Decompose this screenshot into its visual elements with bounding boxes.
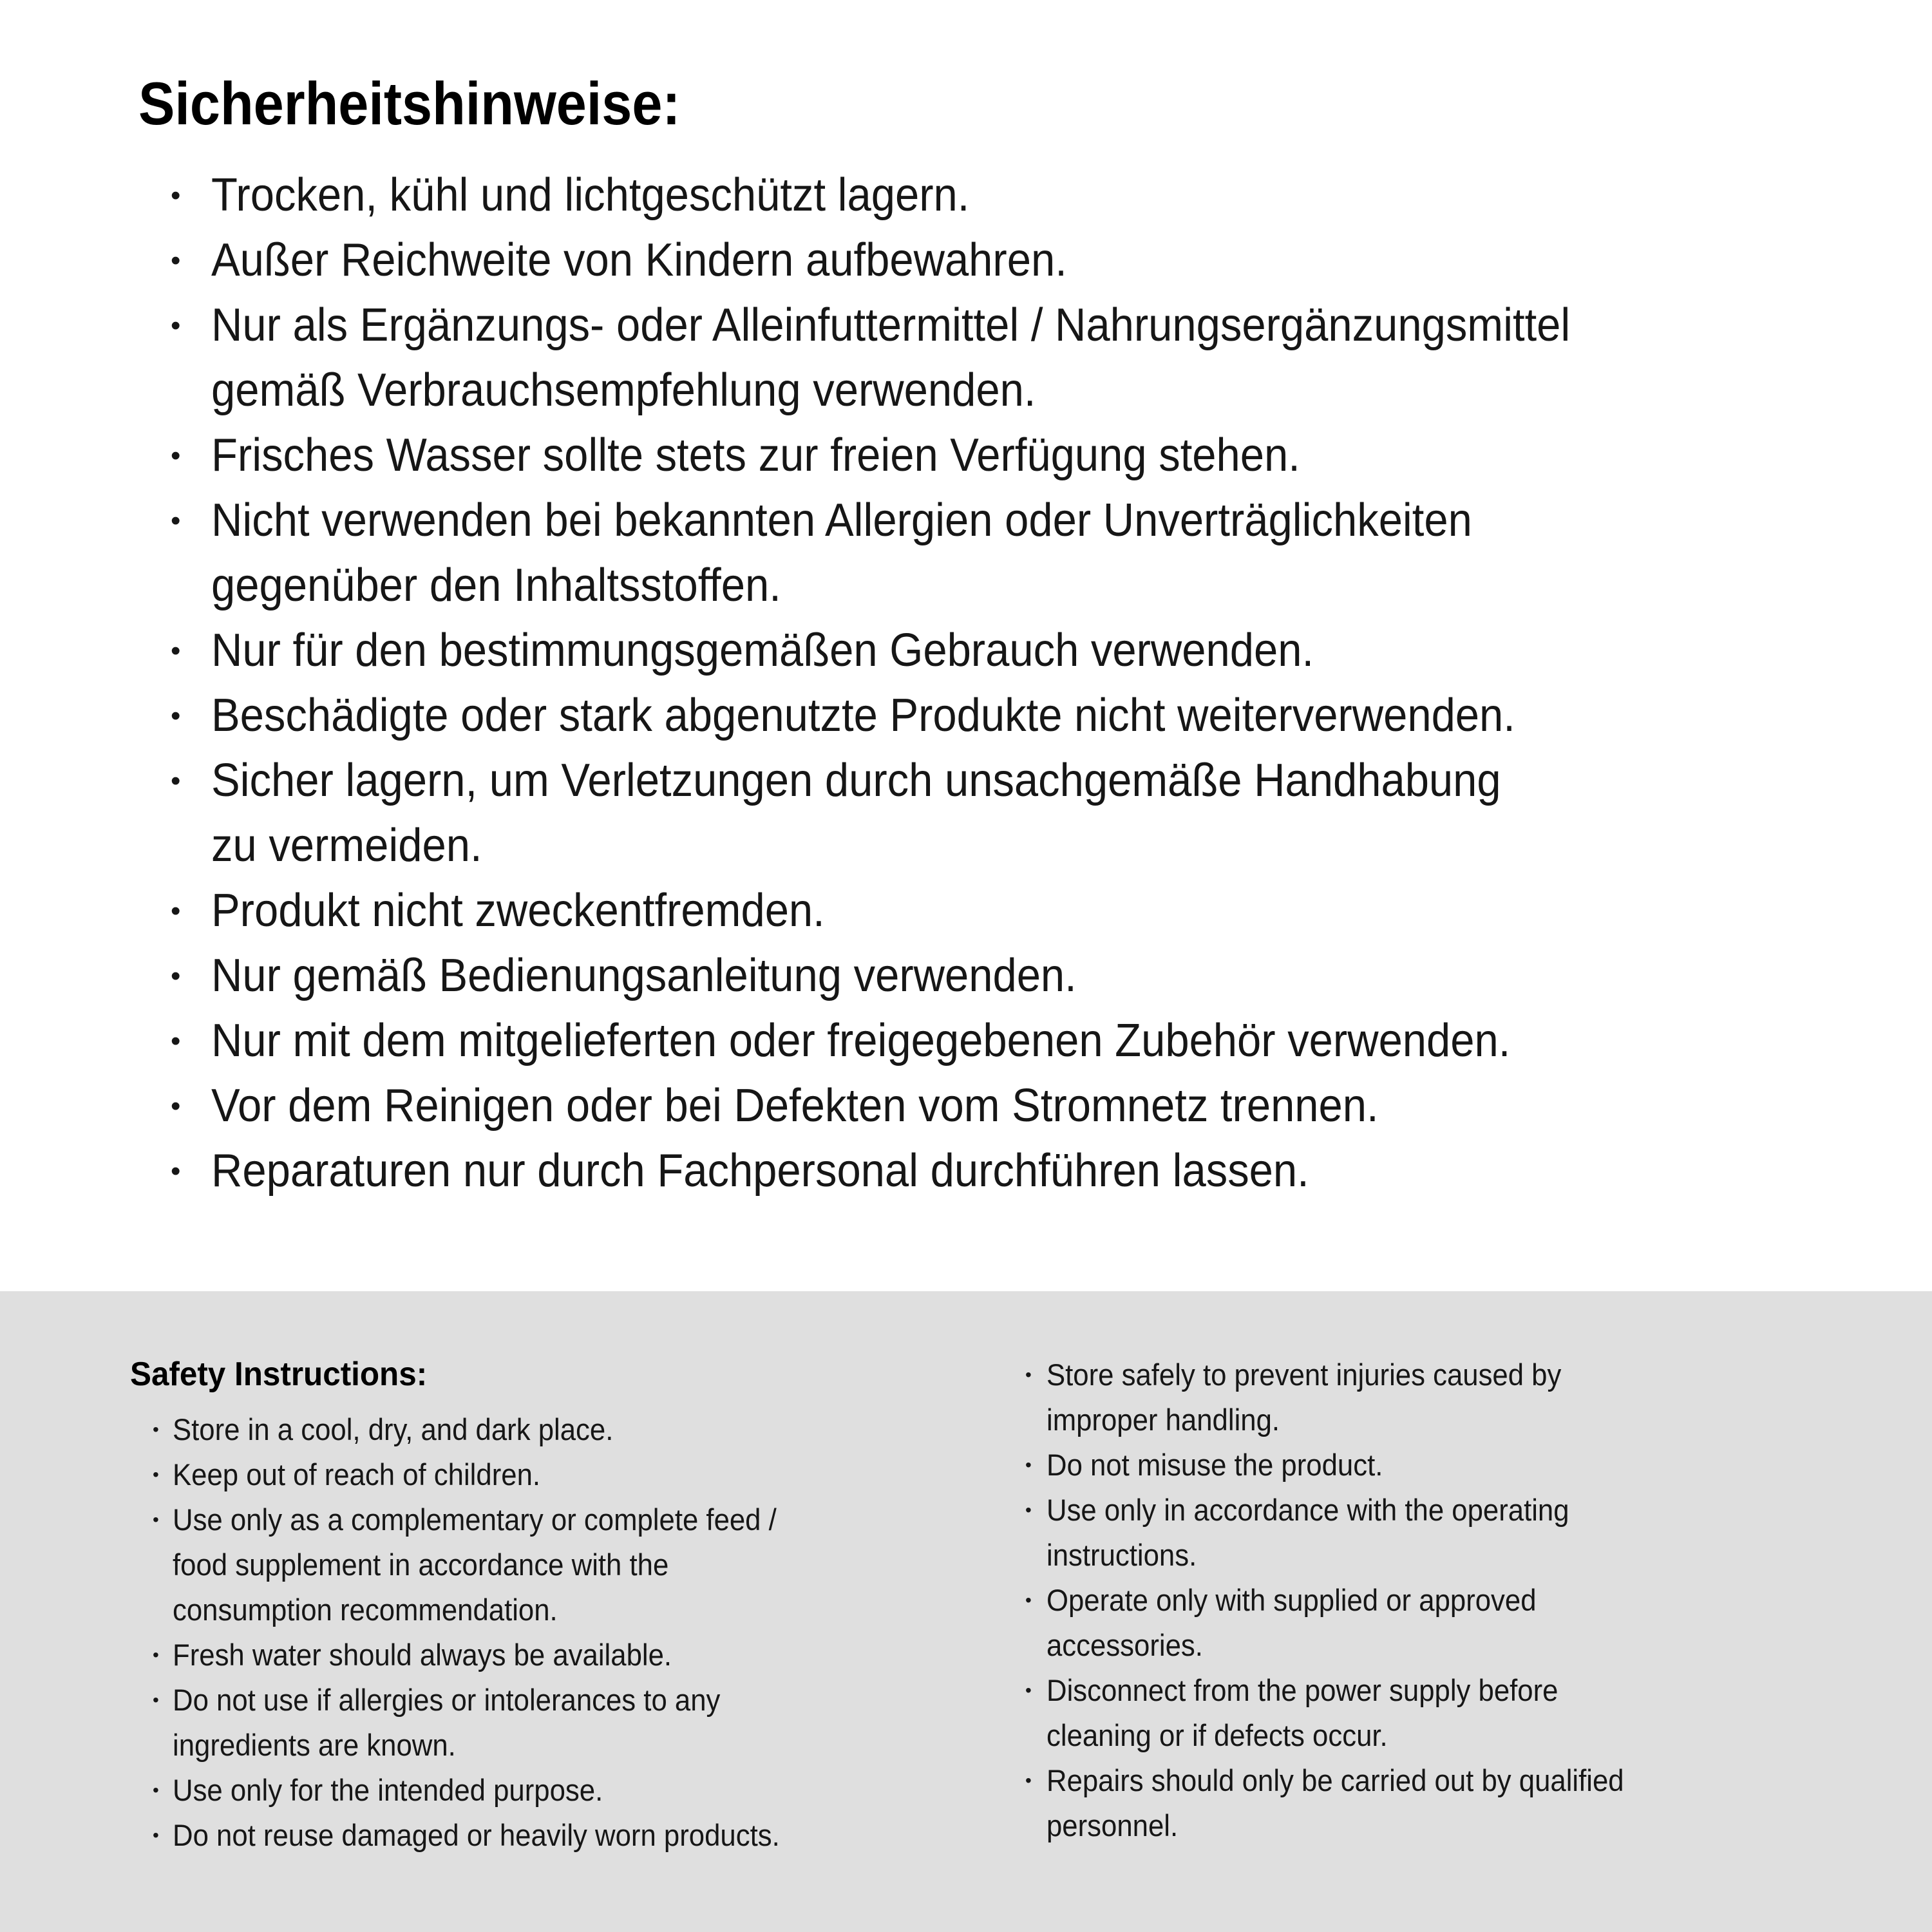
list-item xyxy=(1025,1758,1667,1848)
bullet-icon: • xyxy=(171,960,181,992)
bullet-icon: • xyxy=(171,310,181,341)
english-right-column xyxy=(1025,1352,1667,1848)
list-item xyxy=(171,1074,1672,1139)
list-item xyxy=(153,1497,826,1633)
bullet-icon: • xyxy=(1025,1365,1032,1385)
list-item-text: ingredients are known. xyxy=(173,1728,456,1762)
bullet-icon: • xyxy=(153,1510,159,1530)
list-item xyxy=(171,1009,1672,1074)
list-item xyxy=(1025,1488,1667,1578)
list-item-text: Vor dem Reinigen oder bei Defekten vom Stromnetz trennen. xyxy=(211,1080,1379,1132)
german-list xyxy=(171,163,1672,1204)
bullet-icon: • xyxy=(171,895,181,927)
english-title: Safety Instructions: xyxy=(130,1356,428,1393)
list-item-text: Store safely to prevent injuries caused by xyxy=(1046,1358,1562,1392)
list-item-text: consumption recommendation. xyxy=(173,1593,558,1627)
list-item-text: gegenüber den Inhaltsstoffen. xyxy=(211,560,781,611)
bullet-icon: • xyxy=(1025,1590,1032,1610)
bullet-icon: • xyxy=(1025,1680,1032,1700)
list-item-text: Nur für den bestimmungsgemäßen Gebrauch verwenden. xyxy=(211,625,1314,676)
bullet-icon: • xyxy=(153,1645,159,1665)
list-item-text: zu vermeiden. xyxy=(211,820,482,871)
bullet-icon: • xyxy=(1025,1455,1032,1475)
list-item-text: Use only for the intended purpose. xyxy=(173,1773,603,1807)
list-item xyxy=(171,618,1672,683)
list-item-text: Frisches Wasser sollte stets zur freien Verfügung stehen. xyxy=(211,430,1300,481)
bullet-icon: • xyxy=(171,1090,181,1122)
list-item-text: accessories. xyxy=(1046,1628,1203,1662)
german-title: Sicherheitshinweise: xyxy=(138,70,681,137)
list-item xyxy=(171,878,1672,943)
list-item-text: Disconnect from the power supply before xyxy=(1046,1673,1558,1707)
list-item-text: Reparaturen nur durch Fachpersonal durchführen lassen. xyxy=(211,1145,1309,1197)
list-item xyxy=(1025,1668,1667,1758)
bullet-icon: • xyxy=(171,635,181,667)
bullet-icon: • xyxy=(171,1155,181,1187)
list-item-text: gemäß Verbrauchsempfehlung verwenden. xyxy=(211,365,1036,416)
list-item xyxy=(153,1678,826,1768)
list-item-text: Nur mit dem mitgelieferten oder freigegebenen Zubehör verwenden. xyxy=(211,1015,1511,1066)
list-item-text: Repairs should only be carried out by qualified xyxy=(1046,1763,1624,1797)
list-item-text: Use only as a complementary or complete feed / xyxy=(173,1502,777,1537)
list-item-text: food supplement in accordance with the xyxy=(173,1548,669,1582)
list-item-text: Nicht verwenden bei bekannten Allergien oder Unverträglichkeiten xyxy=(211,495,1472,546)
list-item-text: Beschädigte oder stark abgenutzte Produkte nicht weiterverwenden. xyxy=(211,690,1515,741)
bullet-icon: • xyxy=(171,700,181,732)
list-item-text: Operate only with supplied or approved xyxy=(1046,1583,1537,1617)
bullet-icon: • xyxy=(171,245,181,276)
list-item-text: Außer Reichweite von Kindern aufbewahren. xyxy=(211,234,1067,286)
list-item xyxy=(1025,1443,1667,1488)
list-item xyxy=(153,1813,826,1858)
bullet-icon: • xyxy=(171,765,181,797)
list-item-text: Use only in accordance with the operating xyxy=(1046,1493,1569,1527)
list-item-text: improper handling. xyxy=(1046,1403,1280,1437)
list-item-text: Do not use if allergies or intolerances to any xyxy=(173,1683,721,1717)
list-item xyxy=(153,1633,826,1678)
list-item xyxy=(153,1452,826,1497)
list-item xyxy=(171,683,1672,748)
list-item xyxy=(171,488,1672,618)
list-item xyxy=(171,423,1672,488)
list-item xyxy=(171,228,1672,293)
list-item-text: instructions. xyxy=(1046,1538,1197,1572)
list-item-text: Nur gemäß Bedienungsanleitung verwenden. xyxy=(211,950,1077,1001)
list-item xyxy=(171,163,1672,228)
list-item-text: Nur als Ergänzungs- oder Alleinfuttermittel / Nahrungsergänzungsmittel xyxy=(211,299,1571,351)
list-item-text: Sicher lagern, um Verletzungen durch unsachgemäße Handhabung xyxy=(211,755,1501,806)
list-item-text: Do not reuse damaged or heavily worn products. xyxy=(173,1818,780,1852)
bullet-icon: • xyxy=(1025,1500,1032,1520)
bullet-icon: • xyxy=(1025,1770,1032,1790)
list-item-text: Do not misuse the product. xyxy=(1046,1448,1383,1482)
list-item xyxy=(1025,1352,1667,1443)
list-item xyxy=(153,1768,826,1813)
bullet-icon: • xyxy=(153,1825,159,1845)
list-item-text: Store in a cool, dry, and dark place. xyxy=(173,1412,614,1446)
list-item xyxy=(171,943,1672,1009)
list-item-text: Keep out of reach of children. xyxy=(173,1457,541,1492)
bullet-icon: • xyxy=(153,1780,159,1800)
list-item-text: cleaning or if defects occur. xyxy=(1046,1718,1388,1752)
list-item-text: Produkt nicht zweckentfremden. xyxy=(211,885,825,936)
bullet-icon: • xyxy=(171,1025,181,1057)
english-left-column xyxy=(153,1407,826,1858)
list-item xyxy=(171,293,1672,423)
list-item xyxy=(171,748,1672,878)
list-item xyxy=(171,1139,1672,1204)
list-item-text: Fresh water should always be available. xyxy=(173,1638,672,1672)
bullet-icon: • xyxy=(153,1690,159,1710)
bullet-icon: • xyxy=(171,505,181,536)
list-item-text: Trocken, kühl und lichtgeschützt lagern. xyxy=(211,169,970,221)
bullet-icon: • xyxy=(153,1419,159,1439)
list-item xyxy=(1025,1578,1667,1668)
bullet-icon: • xyxy=(153,1464,159,1484)
bullet-icon: • xyxy=(171,180,181,211)
bullet-icon: • xyxy=(171,440,181,471)
list-item xyxy=(153,1407,826,1452)
list-item-text: personnel. xyxy=(1046,1808,1179,1842)
